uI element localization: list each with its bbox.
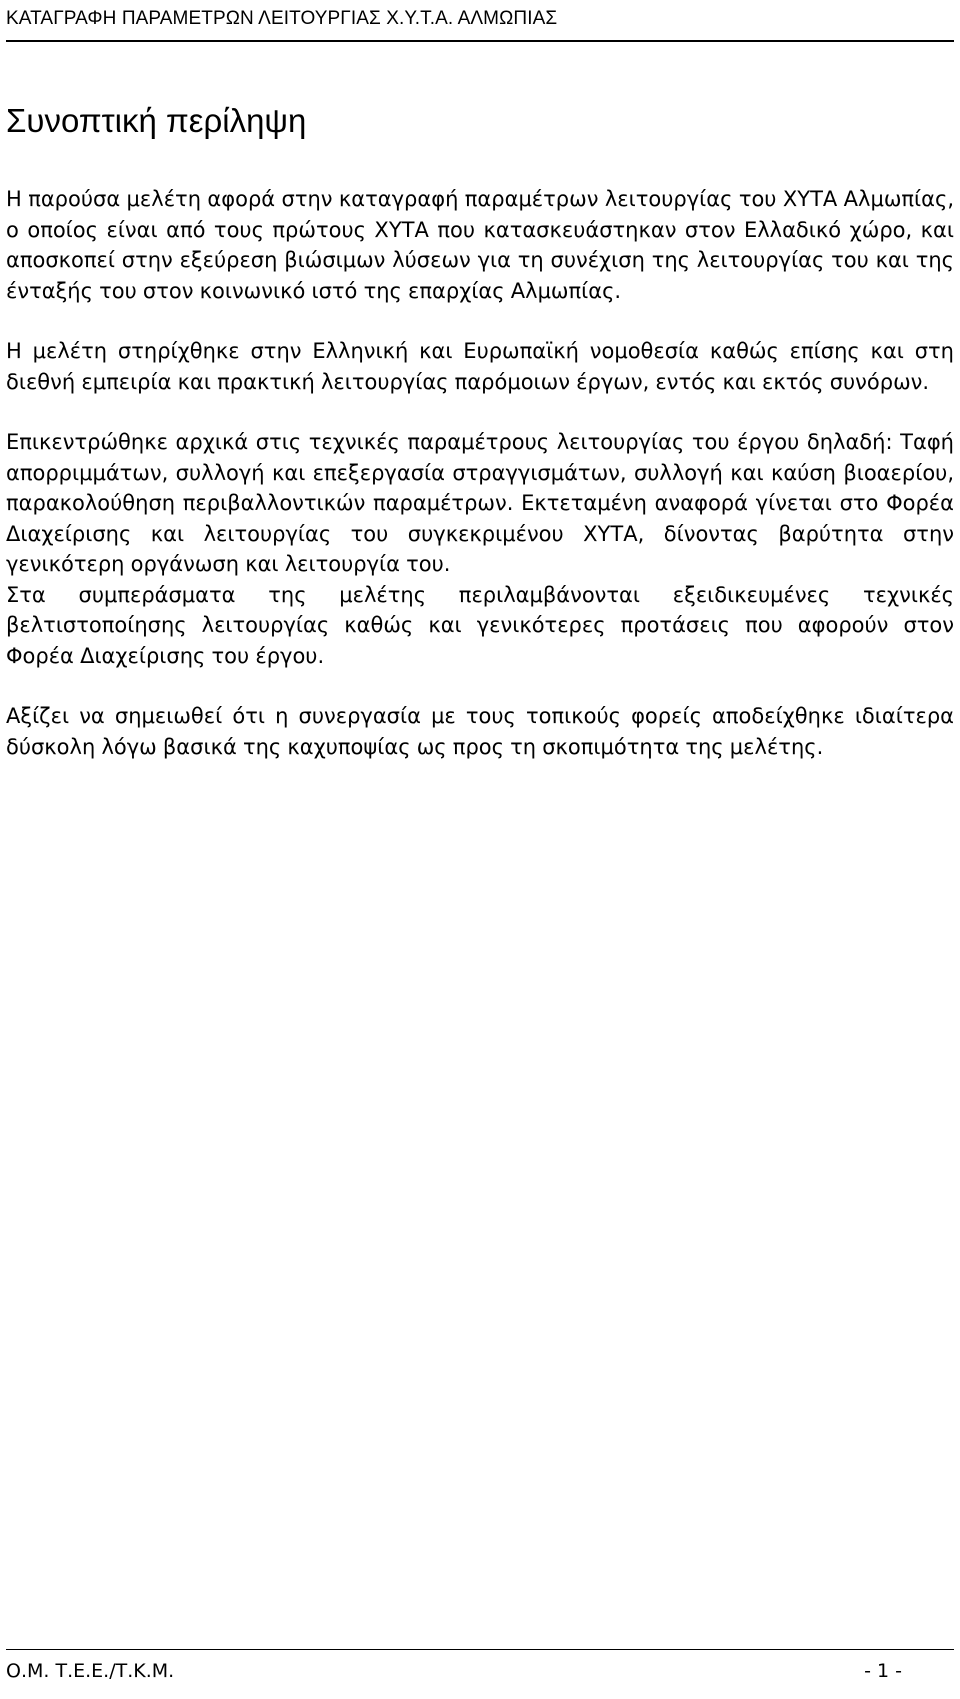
header-divider bbox=[6, 40, 954, 42]
paragraph-spacer bbox=[6, 671, 954, 701]
paragraph-cooperation-note: Αξίζει να σημειωθεί ότι η συνεργασία με τους τοπικούς φορείς αποδείχθηκε ιδιαίτερα δύσκολη λόγω βασικά της καχυποψίας ως προς τη σκοπιμότητα της μελέτης. bbox=[6, 704, 954, 759]
paragraph-legislation: Η μελέτη στηρίχθηκε στην Ελληνική και Ευρωπαϊκή νομοθεσία καθώς επίσης και στη διεθνή εμπειρία και πρακτική λειτουργίας παρόμοιων έργων, εντός και εκτός συνόρων. bbox=[6, 339, 954, 394]
paragraph-spacer bbox=[6, 397, 954, 427]
summary-body bbox=[6, 184, 954, 762]
paragraph-conclusions: Στα συμπεράσματα της μελέτης περιλαμβάνονται εξειδικευμένες τεχνικές βελτιστοποίησης λειτουργίας καθώς και γενικότερες προτάσεις που αφορούν στον Φορέα Διαχείρισης του έργου. bbox=[6, 582, 954, 668]
page-number: - 1 - bbox=[864, 1660, 902, 1682]
footer-divider bbox=[6, 1649, 954, 1650]
paragraph-technical-parameters: Επικεντρώθηκε αρχικά στις τεχνικές παραμέτρους λειτουργίας του έργου δηλαδή: Ταφή απορριμμάτων, συλλογή και επεξεργασία στραγγισμάτων, συλλογή και καύση βιοαερίου, παρακολούθηση περιβαλλοντικών παραμέτρων. Εκτεταμένη αναφορά γίνεται στο Φορέα Διαχείρισης και λειτουργίας του συγκεκριμένου ΧΥΤΑ, δίνοντας βαρύτητα στην γενικότερη οργάνωση και λειτουργία του. bbox=[6, 430, 954, 576]
running-header: ΚΑΤΑΓΡΑΦΗ ΠΑΡΑΜΕΤΡΩΝ ΛΕΙΤΟΥΡΓΙΑΣ Χ.Υ.Τ.Α. ΑΛΜΩΠΙΑΣ bbox=[6, 8, 558, 29]
section-title: Συνοπτική περίληψη bbox=[6, 102, 307, 139]
footer-organization: Ο.Μ. Τ.Ε.Ε./Τ.Κ.Μ. bbox=[6, 1660, 175, 1682]
paragraph-purpose: Η παρούσα μελέτη αφορά στην καταγραφή παραμέτρων λειτουργίας του ΧΥΤΑ Αλμωπίας, ο οποίος είναι από τους πρώτους ΧΥΤΑ που κατασκευάστηκαν στον Ελλαδικό χώρο, και αποσκοπεί στην εξεύρεση βιώσιμων λύσεων για τη συνέχιση της λειτουργίας του και της ένταξής του στον κοινωνικό ιστό της επαρχίας Αλμωπίας. bbox=[6, 187, 954, 303]
paragraph-spacer bbox=[6, 306, 954, 336]
